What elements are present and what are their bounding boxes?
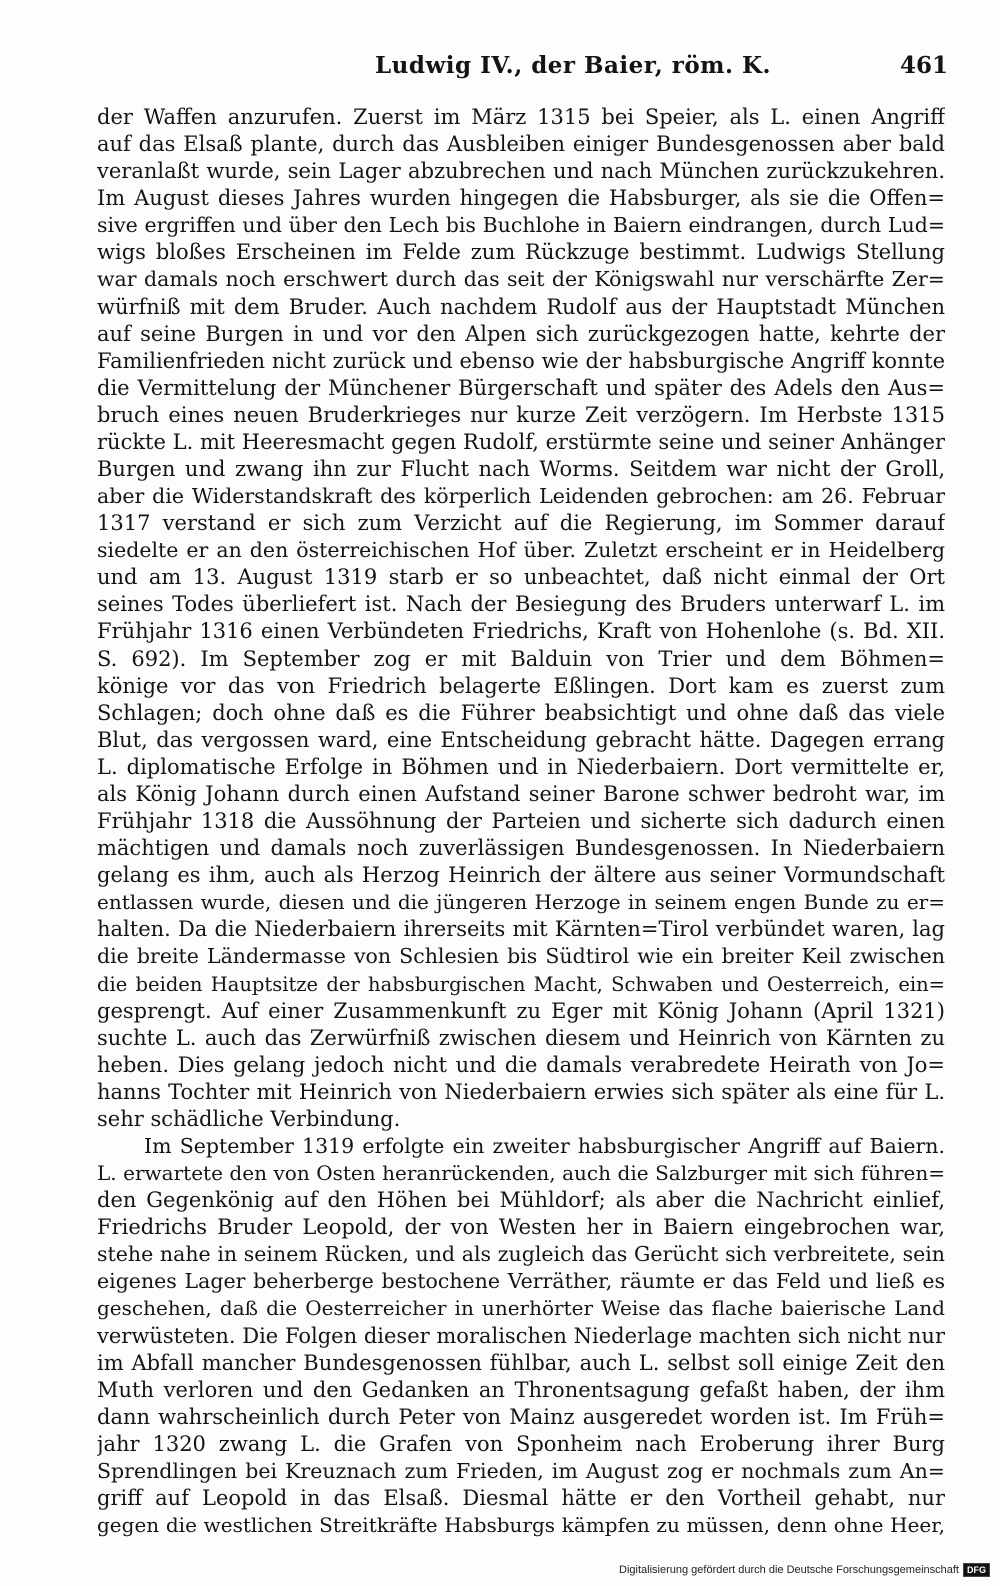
text-line: wigs bloßes Erscheinen im Felde zum Rückzuge bestimmt. Ludwigs Stellung [97,240,945,265]
running-head [0,52,1000,86]
text-line: Im August dieses Jahres wurden hingegen die Habsburger, als sie die Offen= [97,186,945,211]
text-line: aber die Widerstandskraft des körperlich Leidenden gebrochen: am 26. Februar [97,484,945,509]
dfg-logo: DFG [963,1563,990,1577]
text-line: sive ergriffen und über den Lech bis Buchlohe in Baiern eindrangen, durch Lud= [97,213,945,238]
text-line: Sprendlingen bei Kreuznach zum Frieden, im August zog er nochmals zum An= [97,1458,945,1483]
text-line: würfniß mit dem Bruder. Auch nachdem Rudolf aus der Hauptstadt München [97,294,945,319]
running-title: Ludwig IV., der Baier, röm. K. [375,52,772,79]
text-line: Frühjahr 1318 die Aussöhnung der Parteien und sicherte sich dadurch einen [97,809,945,834]
text-line: suchte L. auch das Zerwürfniß zwischen diesem und Heinrich von Kärnten zu [97,1025,945,1050]
text-line: L. diplomatische Erfolge in Böhmen und in Niederbaiern. Dort vermittelte er, [97,754,945,779]
text-line: als König Johann durch einen Aufstand seiner Barone schwer bedroht war, im [97,781,945,806]
text-line: die breite Ländermasse von Schlesien bis Südtirol wie ein breiter Keil zwischen [97,944,945,969]
text-line: mächtigen und damals noch zuverlässigen Bundesgenossen. In Niederbaiern [97,836,945,861]
text-line: war damals noch erschwert durch das seit der Königswahl nur verschärfte Zer= [97,267,945,292]
text-line: siedelte er an den österreichischen Hof über. Zuletzt erscheint er in Heidelberg [97,538,945,563]
text-line: den Gegenkönig auf den Höhen bei Mühldorf; als aber die Nachricht einlief, [97,1188,945,1213]
text-line: Muth verloren und den Gedanken an Thronentsagung gefaßt haben, der ihm [97,1377,945,1402]
text-line: Frühjahr 1316 einen Verbündeten Friedrichs, Kraft von Hohenlohe (s. Bd. XII. [97,619,945,644]
text-line: veranlaßt wurde, sein Lager abzubrechen und nach München zurückzukehren. [97,159,945,184]
text-line: L. erwartete den von Osten heranrückenden, auch die Salzburger mit sich führen= [97,1161,945,1186]
text-line: könige vor das von Friedrich belagerte Eßlingen. Dort kam es zuerst zum [97,673,945,698]
text-line: jahr 1320 zwang L. die Grafen von Sponheim nach Eroberung ihrer Burg [97,1431,945,1456]
text-line: halten. Da die Niederbaiern ihrerseits mit Kärnten=Tirol verbündet waren, lag [97,917,945,942]
text-line: Familienfrieden nicht zurück und ebenso wie der habsburgische Angriff konnte [97,348,945,373]
funding-credit: Digitalisierung gefördert durch die Deutsche Forschungsgemeinschaft [619,1564,959,1576]
text-line: sehr schädliche Verbindung. [97,1106,401,1131]
text-line: Blut, das vergossen ward, eine Entscheidung gebracht hätte. Dagegen errang [97,727,945,752]
text-line: Friedrichs Bruder Leopold, der von Westen her in Baiern eingebrochen war, [97,1215,945,1240]
text-line: stehe nahe in seinem Rücken, und als zugleich das Gerücht sich verbreitete, sein [97,1242,945,1267]
text-line: und am 13. August 1319 starb er so unbeachtet, daß nicht einmal der Ort [97,565,945,590]
text-line: geschehen, daß die Oesterreicher in unerhörter Weise das flache baierische Land [97,1296,945,1321]
text-line: auf das Elsaß plante, durch das Ausbleiben einiger Bundesgenossen aber bald [97,132,945,157]
text-line: 1317 verstand er sich zum Verzicht auf die Regierung, im Sommer darauf [97,511,945,536]
text-line: auf seine Burgen in und vor den Alpen sich zurückgezogen hatte, kehrte der [97,321,945,346]
text-line: dann wahrscheinlich durch Peter von Mainz ausgeredet worden ist. Im Früh= [97,1404,945,1429]
text-line: gesprengt. Auf einer Zusammenkunft zu Eger mit König Johann (April 1321) [97,998,945,1023]
text-line: griff auf Leopold in das Elsaß. Diesmal hätte er den Vortheil gehabt, nur [97,1485,945,1510]
text-line: der Waffen anzurufen. Zuerst im März 1315 bei Speier, als L. einen Angriff [97,105,945,129]
text-line: gegen die westlichen Streitkräfte Habsburgs kämpfen zu müssen, denn ohne Heer, [97,1513,945,1538]
text-line: die beiden Hauptsitze der habsburgischen Macht, Schwaben und Oesterreich, ein= [97,972,945,996]
text-line: verwüsteten. Die Folgen dieser moralischen Niederlage machten sich nicht nur [97,1323,945,1348]
text-line: Im September 1319 erfolgte ein zweiter habsburgischer Angriff auf Baiern. [144,1133,945,1158]
text-line: im Abfall mancher Bundesgenossen fühlbar, auch L. selbst soll einige Zeit den [97,1350,945,1375]
text-line: bruch eines neuen Bruderkrieges nur kurze Zeit verzögern. Im Herbste 1315 [97,402,945,427]
page-number: 461 [899,52,948,79]
text-line: gelang es ihm, auch als Herzog Heinrich der ältere aus seiner Vormundschaft [97,863,945,888]
text-line: entlassen wurde, diesen und die jüngeren Herzoge in seinem engen Bunde zu er= [97,890,945,915]
text-line: die Vermittelung der Münchener Bürgerschaft und später des Adels den Aus= [97,375,945,400]
text-line: heben. Dies gelang jedoch nicht und die damals verabredete Heirath von Jo= [97,1052,945,1077]
body-text [97,104,945,1539]
text-line: Schlagen; doch ohne daß es die Führer beabsichtigt und ohne daß das viele [97,700,945,725]
text-line: S. 692). Im September zog er mit Balduin von Trier und dem Böhmen= [97,646,945,671]
text-line: rückte L. mit Heeresmacht gegen Rudolf, erstürmte seine und seiner Anhänger [97,429,945,454]
text-line: hanns Tochter mit Heinrich von Niederbaiern erwies sich später als eine für L. [97,1079,945,1104]
text-line: Burgen und zwang ihn zur Flucht nach Worms. Seitdem war nicht der Groll, [97,457,945,482]
footer [619,1560,990,1580]
text-line: seines Todes überliefert ist. Nach der Besiegung des Bruders unterwarf L. im [97,592,945,617]
text-line: eigenes Lager beherberge bestochene Verräther, räumte er das Feld und ließ es [97,1269,945,1294]
